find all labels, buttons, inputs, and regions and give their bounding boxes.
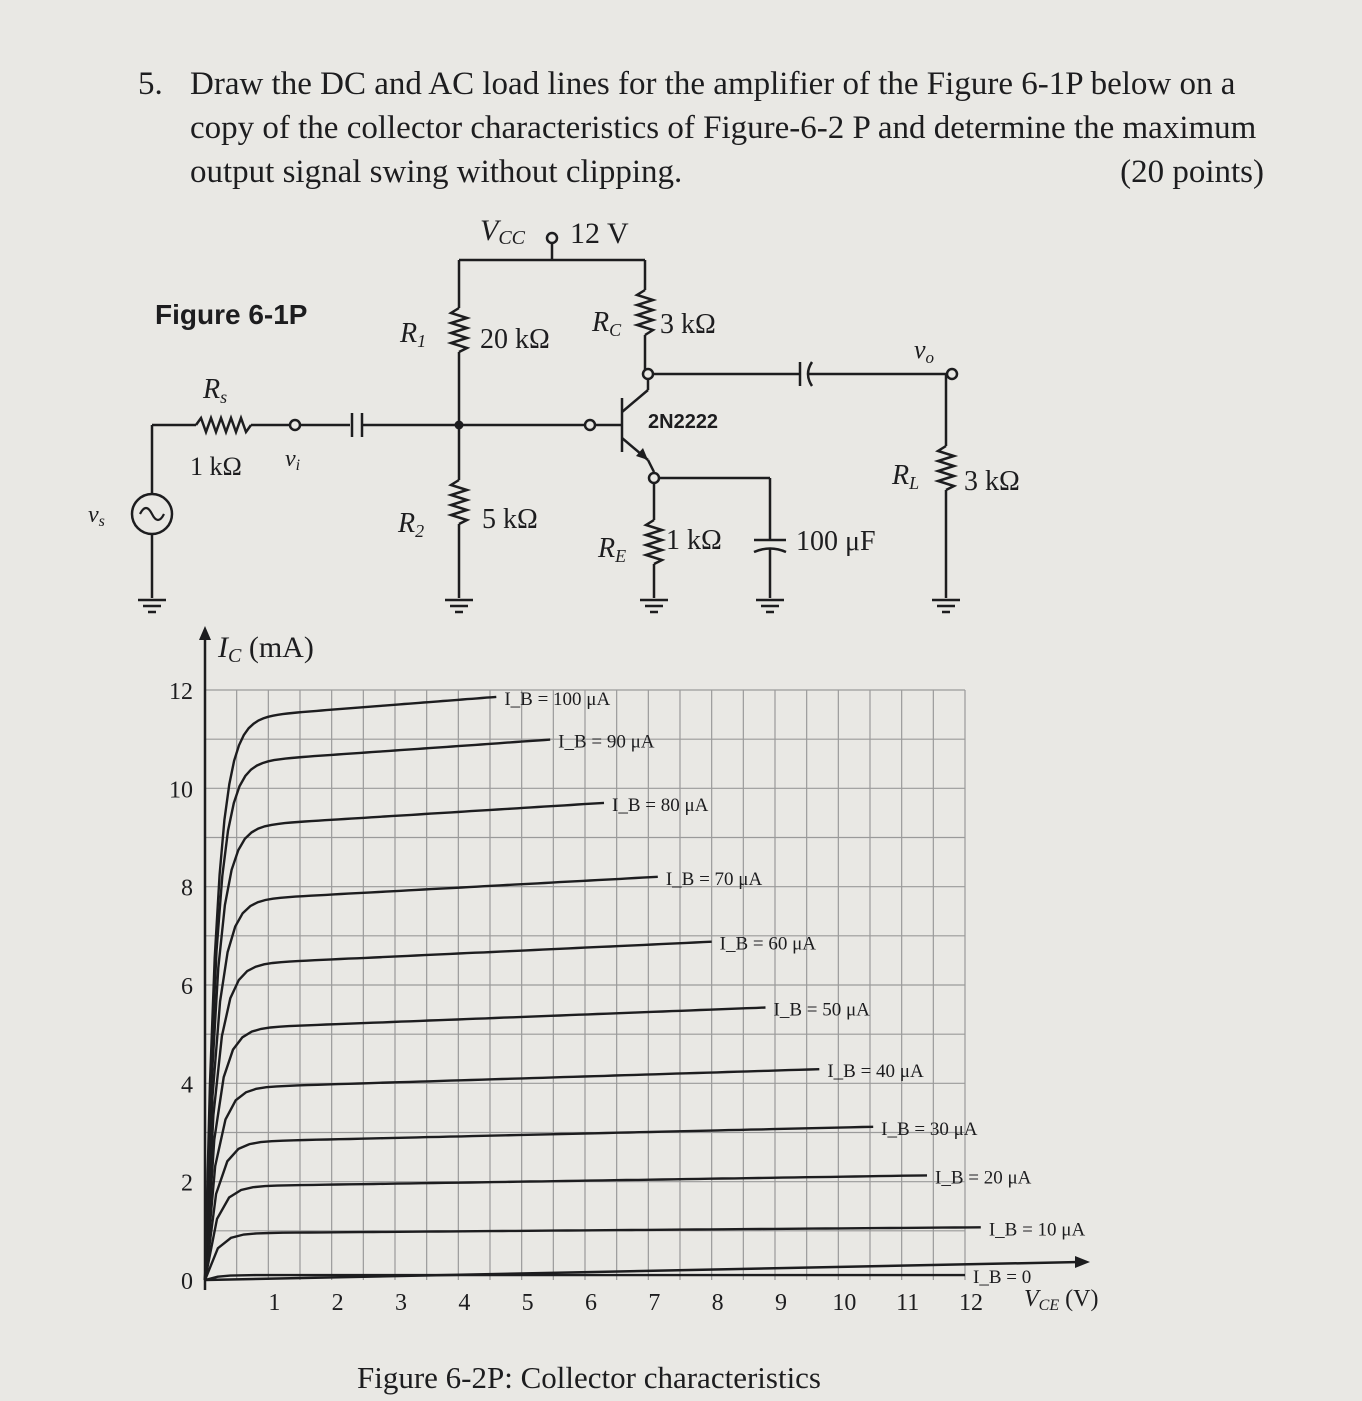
y-tick-labels xyxy=(169,679,193,1295)
rl-label: RL xyxy=(892,460,920,493)
vo-label: vo xyxy=(914,335,935,367)
question-number: 5. xyxy=(138,66,163,102)
y-axis-label: IC (mA) xyxy=(218,631,314,667)
ib-curve xyxy=(205,697,496,1280)
x-tick-label: 4 xyxy=(458,1290,471,1316)
rc-value: 3 kΩ xyxy=(660,309,716,340)
chart-grid xyxy=(205,690,965,1280)
ib-curve-label: I_B = 90 μA xyxy=(558,731,655,753)
y-axis-arrow-icon xyxy=(199,626,211,640)
rl-value: 3 kΩ xyxy=(964,466,1020,497)
x-tick-label: 5 xyxy=(521,1290,534,1316)
y-tick-label: 0 xyxy=(181,1269,193,1295)
ib-curve xyxy=(205,877,658,1280)
y-tick-label: 10 xyxy=(169,777,193,804)
ib-curve-label: I_B = 10 μA xyxy=(988,1219,1086,1241)
x-tick-label: 6 xyxy=(585,1290,597,1316)
vcc-value: 12 V xyxy=(570,217,629,250)
ib-curve xyxy=(205,1069,819,1280)
ib-curve-label: I_B = 40 μA xyxy=(827,1061,924,1083)
x-tick-label: 10 xyxy=(832,1290,857,1316)
ib-curve xyxy=(205,740,550,1280)
ib-curve-label: I_B = 20 μA xyxy=(935,1167,1032,1189)
ce-value: 100 μF xyxy=(796,526,876,557)
question-line-1: Draw the DC and AC load lines for the amplifier of the Figure 6-1P below on a xyxy=(190,66,1236,102)
re-value: 1 kΩ xyxy=(666,525,722,556)
rs-label: Rs xyxy=(203,374,228,407)
figure-6-1p-label: Figure 6-1P xyxy=(155,299,308,330)
ib-curve-label: I_B = 50 μA xyxy=(773,999,870,1021)
question-line-2: copy of the collector characteristics of Figure-6-2 P and determine the maximum xyxy=(190,110,1257,146)
vi-label: vi xyxy=(285,446,301,474)
r1-value: 20 kΩ xyxy=(480,324,550,355)
transistor-label: 2N2222 xyxy=(648,411,719,433)
vs-label: vs xyxy=(88,502,105,530)
question-points: (20 points) xyxy=(1120,154,1264,190)
ib-curve-label: I_B = 60 μA xyxy=(719,933,817,955)
y-tick-label: 2 xyxy=(181,1170,193,1197)
r2-value: 5 kΩ xyxy=(482,504,538,535)
x-tick-label: 12 xyxy=(959,1290,983,1316)
chart-title: Figure 6-2P: Collector characteristics xyxy=(357,1360,822,1395)
y-tick-label: 8 xyxy=(181,875,193,902)
vcc-label: VCC xyxy=(480,214,526,249)
x-axis-arrow-icon xyxy=(1075,1256,1090,1268)
r2-label: R2 xyxy=(398,508,425,541)
question-line-3: output signal swing without clipping. xyxy=(190,154,683,190)
ib-curve xyxy=(205,1008,766,1281)
re-label: RE xyxy=(598,533,627,566)
y-tick-label: 6 xyxy=(181,974,193,1000)
x-tick-label: 1 xyxy=(268,1290,281,1316)
x-tick-label: 9 xyxy=(775,1290,787,1316)
rc-label: RC xyxy=(592,307,622,340)
x-axis-label: VCE (V) xyxy=(1024,1286,1099,1314)
rs-value: 1 kΩ xyxy=(190,452,242,481)
r1-label: R1 xyxy=(400,318,427,351)
x-axis-line xyxy=(205,1262,1080,1280)
x-tick-label: 7 xyxy=(648,1290,661,1316)
ib-curve xyxy=(205,1127,873,1280)
ib-curve-label: I_B = 100 μA xyxy=(504,688,611,710)
x-tick-label: 8 xyxy=(711,1290,724,1316)
x-tick-labels xyxy=(268,1290,983,1316)
x-tick-label: 3 xyxy=(395,1290,407,1316)
ib-curve-labels xyxy=(504,689,1085,1288)
ib-curves xyxy=(205,697,981,1280)
ib-curve-label: I_B = 80 μA xyxy=(612,794,709,816)
ib-curve-label: I_B = 70 μA xyxy=(665,868,763,890)
chart-axes xyxy=(199,626,1090,1290)
y-tick-label: 12 xyxy=(169,679,193,705)
y-tick-label: 4 xyxy=(181,1072,193,1099)
x-tick-label: 11 xyxy=(896,1290,920,1316)
x-tick-label: 2 xyxy=(331,1290,344,1316)
ib-curve-label: I_B = 0 xyxy=(973,1267,1032,1289)
ib-curve xyxy=(205,803,604,1280)
ib-curve-label: I_B = 30 μA xyxy=(881,1118,978,1140)
